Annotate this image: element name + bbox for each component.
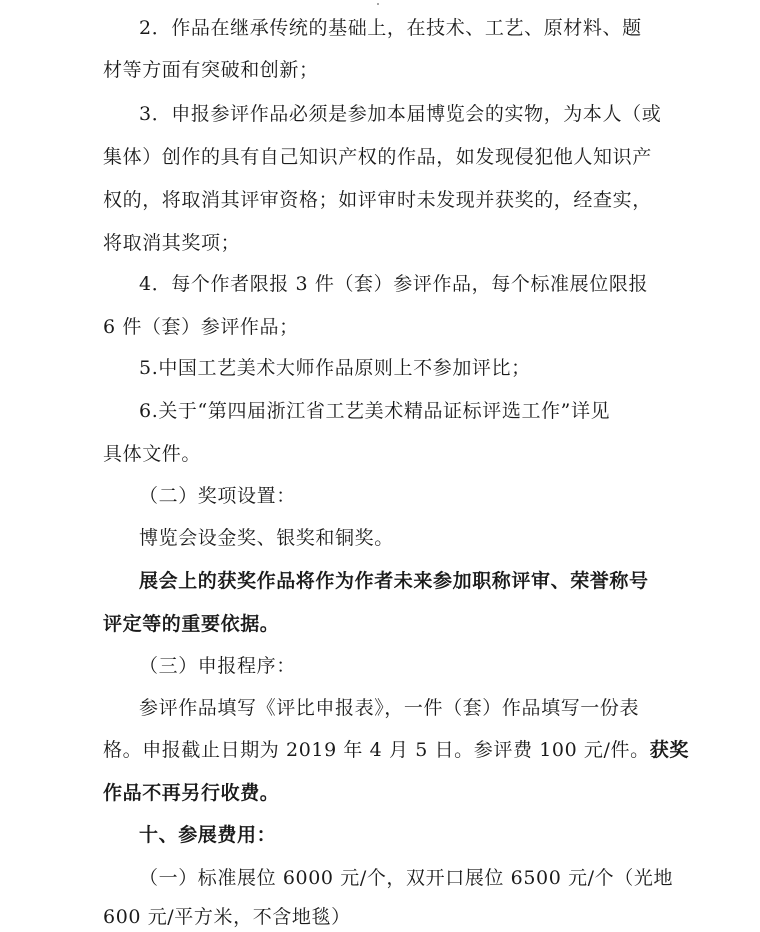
text-line: 3．申报参评作品必须是参加本届博览会的实物，为本人（或 — [139, 103, 662, 125]
text-line: 6.关于“第四届浙江省工艺美术精品证标评选工作”详见 — [139, 400, 611, 422]
text-line: 权的，将取消其评审资格；如评审时未发现并获奖的，经查实， — [103, 189, 652, 211]
section-heading: （三）申报程序： — [139, 655, 296, 677]
text-line: 博览会设金奖、银奖和铜奖。 — [139, 527, 394, 549]
text-line: 4．每个作者限报 3 件（套）参评作品，每个标准展位限报 — [139, 273, 649, 295]
text-line: 参评作品填写《评比申报表》，一件（套）作品填写一份表 — [139, 697, 640, 719]
text-line: （一）标准展位 6000 元/个，双开口展位 6500 元/个（光地 — [139, 867, 674, 889]
bold-text-line: 作品不再另行收费。 — [103, 782, 280, 804]
text-line: 具体文件。 — [103, 443, 202, 465]
text-span: 格。申报截止日期为 2019 年 4 月 5 日。参评费 100 元/件。 — [103, 739, 650, 761]
text-line: 将取消其奖项； — [103, 232, 241, 254]
text-line: 5.中国工艺美术大师作品原则上不参加评比； — [139, 357, 531, 379]
text-line: 2．作品在继承传统的基础上，在技术、工艺、原材料、题 — [139, 17, 642, 39]
bold-text-span: 获奖 — [649, 739, 689, 761]
bold-text-line: 评定等的重要依据。 — [103, 613, 280, 635]
text-line: 材等方面有突破和创新； — [103, 59, 319, 81]
section-heading: 十、参展费用： — [139, 824, 277, 846]
text-line: 集体）创作的具有自己知识产权的作品，如发现侵犯他人知识产 — [103, 146, 652, 168]
text-line: 600 元/平方米，不含地毯） — [103, 906, 351, 928]
text-line: 6 件（套）参评作品； — [103, 316, 299, 338]
text-line — [103, 738, 689, 762]
section-heading: （二）奖项设置： — [139, 485, 296, 507]
bold-text-line: 展会上的获奖作品将作为作者未来参加职称评审、荣誉称号 — [139, 570, 649, 592]
scan-speck — [377, 3, 379, 5]
